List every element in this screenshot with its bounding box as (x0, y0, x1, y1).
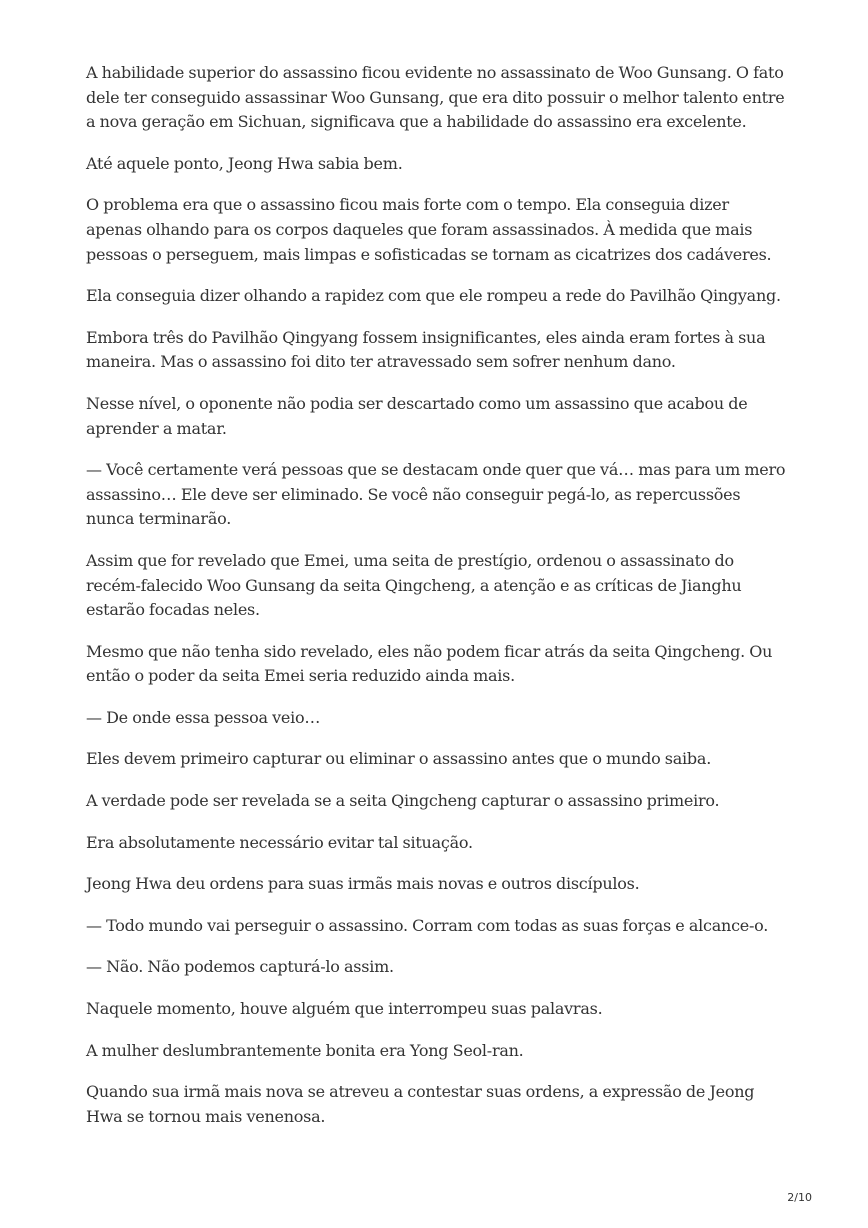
paragraph: — Você certamente verá pessoas que se destacam onde quer que vá… mas para um mero assassino… Ele deve ser eliminado. Se você não conseguir pegá-lo, as repercussões nunca terminarão. (86, 460, 786, 529)
paragraph: Embora três do Pavilhão Qingyang fossem insignificantes, eles ainda eram fortes à sua maneira. Mas o assassino foi dito ter atravessado sem sofrer nenhum dano. (86, 327, 766, 372)
paragraph: Assim que for revelado que Emei, uma seita de prestígio, ordenou o assassinato do recém-falecido Woo Gunsang da seita Qingcheng, a atenção e as críticas de Jianghu estarão focadas neles. (86, 550, 742, 620)
paragraph: Quando sua irmã mais nova se atreveu a contestar suas ordens, a expressão de Jeong Hwa se tornou mais venenosa. (86, 1082, 755, 1126)
paragraph: Nesse nível, o oponente não podia ser descartado como um assassino que acabou de aprender a matar. (86, 393, 748, 438)
paragraph: O problema era que o assassino ficou mais forte com o tempo. Ela conseguia dizer apenas olhando para os corpos daqueles que foram assassinados. À medida que mais pessoas o perseguem, mais limpas e sofisticadas se tornam as cicatrizes dos cadáveres. (86, 195, 772, 264)
paragraph: Até aquele ponto, Jeong Hwa sabia bem. (86, 153, 403, 173)
paragraph: Naquele momento, houve alguém que interrompeu suas palavras. (86, 999, 603, 1019)
paragraph: — Todo mundo vai perseguir o assassino. Corram com todas as suas forças e alcance-o. (86, 915, 769, 935)
paragraph: A verdade pode ser revelada se a seita Qingcheng capturar o assassino primeiro. (86, 791, 720, 811)
paragraph: Eles devem primeiro capturar ou eliminar o assassino antes que o mundo saiba. (86, 749, 712, 769)
paragraph: A mulher deslumbrantemente bonita era Yong Seol-ran. (86, 1040, 524, 1060)
paragraph: — Não. Não podemos capturá-lo assim. (86, 957, 394, 977)
paragraph: Mesmo que não tenha sido revelado, eles não podem ficar atrás da seita Qingcheng. Ou então o poder da seita Emei seria reduzido ainda mais. (86, 641, 773, 686)
paragraph: Ela conseguia dizer olhando a rapidez com que ele rompeu a rede do Pavilhão Qingyang. (86, 286, 781, 306)
paragraph: A habilidade superior do assassino ficou evidente no assassinato de Woo Gunsang. O fato dele ter conseguido assassinar Woo Gunsang, que era dito possuir o melhor talento entre a nova geração em Sichuan, significava que a habilidade do assassino era excelente. (86, 63, 785, 132)
page-number: 2/10 (787, 1191, 812, 1204)
document-body (86, 61, 786, 1146)
paragraph: — De onde essa pessoa veio… (86, 707, 321, 727)
paragraph: Jeong Hwa deu ordens para suas irmãs mais novas e outros discípulos. (86, 874, 640, 894)
paragraph: Era absolutamente necessário evitar tal situação. (86, 832, 473, 852)
